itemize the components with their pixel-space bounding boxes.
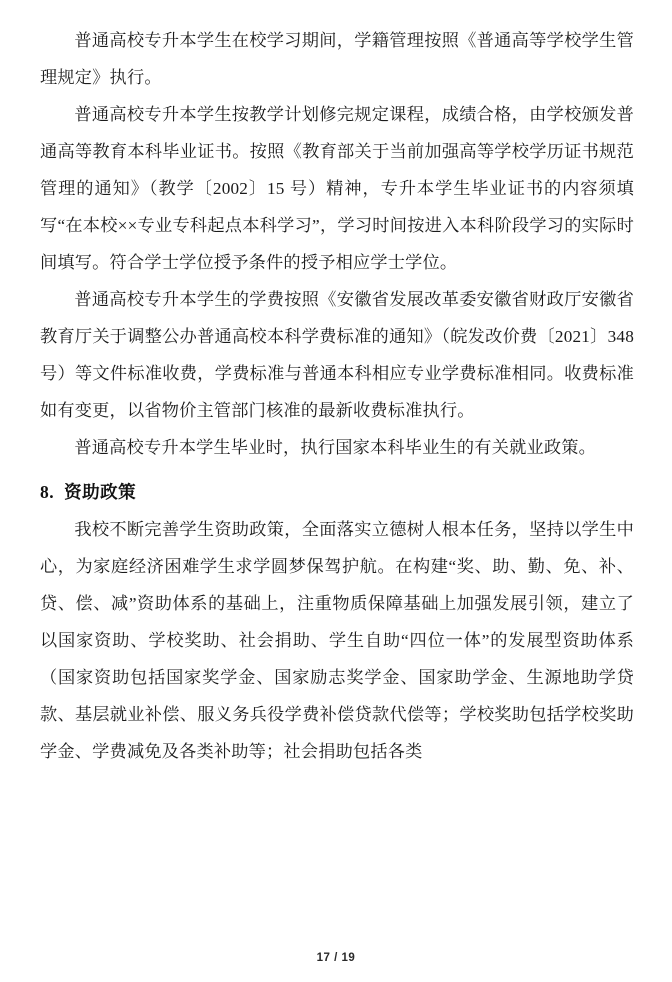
section-number: 8. [40,482,55,502]
paragraph-diploma: 普通高校专升本学生按教学计划修完规定课程，成绩合格，由学校颁发普通高等教育本科毕业证书。按照《教育部关于当前加强高等学校学历证书规范管理的通知》（教学〔2002〕15 号）精神，专升本学生毕业证书的内容须填写“在本校××专业专科起点本科学习”，学习时间按进入本科阶段学习的实际时间填写。符合学士学位授予条件的授予相应学士学位。 [40,105,634,272]
paragraph-financial-aid-body: 我校不断完善学生资助政策，全面落实立德树人根本任务，坚持以学生中心，为家庭经济困难学生求学圆梦保驾护航。在构建“奖、助、勤、免、补、贷、偿、减”资助体系的基础上，注重物质保障基础上加强发展引领，建立了以国家资助、学校奖助、社会捐助、学生自助“四位一体”的发展型资助体系（国家资助包括国家奖学金、国家励志奖学金、国家助学金、生源地助学贷款、基层就业补偿、服义务兵役学费补偿贷款代偿等；学校奖助包括学校奖助学金、学费减免及各类补助等；社会捐助包括各类 [40,520,634,761]
paragraph-student-status: 普通高校专升本学生在校学习期间，学籍管理按照《普通高等学校学生管理规定》执行。 [40,31,634,87]
paragraph-tuition: 普通高校专升本学生的学费按照《安徽省发展改革委安徽省财政厅安徽省教育厅关于调整公办普通高校本科学费标准的通知》（皖发改价费〔2021〕348 号）等文件标准收费，学费标准与普通本科相应专业学费标准相同。收费标准如有变更，以省物价主管部门核准的最新收费标准执行。 [40,290,634,420]
paragraph-employment: 普通高校专升本学生毕业时，执行国家本科毕业生的有关就业政策。 [74,438,597,457]
section-title: 资助政策 [64,482,137,502]
page-footer: 17 / 19 [316,952,356,964]
section-heading-financial-aid [40,474,634,511]
